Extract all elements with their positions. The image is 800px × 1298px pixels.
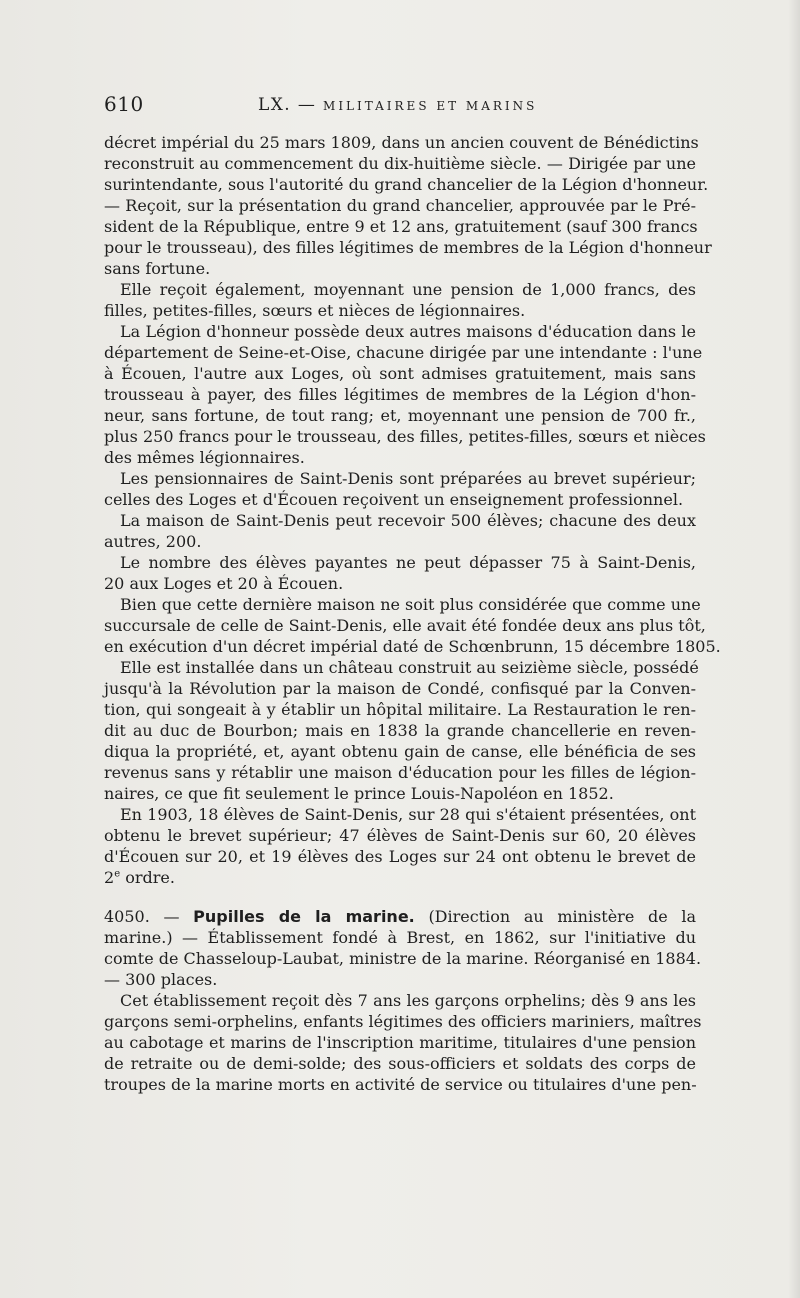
text-line: Elle est installée dans un château construit au seizième siècle, possédé bbox=[120, 658, 699, 677]
text-line: — 300 places. bbox=[104, 970, 218, 989]
running-header bbox=[104, 92, 696, 122]
text-line: des mêmes légionnaires. bbox=[104, 448, 305, 467]
ordinal-number: 2 bbox=[104, 868, 115, 887]
text-line: au cabotage et marins de l'inscription maritime, titulaires d'une pension bbox=[104, 1033, 696, 1052]
text-line: revenus sans y rétablir une maison d'éducation pour les filles de légion- bbox=[104, 763, 696, 782]
page-number: 610 bbox=[104, 92, 144, 116]
text-line: La maison de Saint-Denis peut recevoir 500 élèves; chacune des deux bbox=[120, 511, 696, 530]
text-line: trousseau à payer, des filles légitimes de membres de la Légion d'hon- bbox=[104, 385, 696, 404]
text-line: Cet établissement reçoit dès 7 ans les garçons orphelins; dès 9 ans les bbox=[120, 991, 696, 1010]
final-paragraph bbox=[104, 990, 702, 1095]
text-line: 20 aux Loges et 20 à Écouen. bbox=[104, 574, 344, 593]
text-line: d'Écouen sur 20, et 19 élèves des Loges sur 24 ont obtenu le brevet de bbox=[104, 847, 696, 866]
text-line: garçons semi-orphelins, enfants légitimes des officiers mariniers, maîtres bbox=[104, 1012, 702, 1031]
text-line: Elle reçoit également, moyennant une pension de 1,000 francs, des bbox=[120, 280, 696, 299]
text-line: troupes de la marine morts en activité de service ou titulaires d'une pen- bbox=[104, 1075, 697, 1094]
text-line: En 1903, 18 élèves de Saint-Denis, sur 28 qui s'étaient présentées, ont bbox=[120, 805, 696, 824]
text-line: jusqu'à la Révolution par la maison de Condé, confisqué par la Conven- bbox=[104, 679, 696, 698]
paragraph-3 bbox=[104, 321, 706, 468]
text-line: dit au duc de Bourbon; mais en 1838 la grande chancellerie en reven- bbox=[104, 721, 696, 740]
text-line: Les pensionnaires de Saint-Denis sont préparées au brevet supérieur; bbox=[120, 469, 696, 488]
entry-heading-line bbox=[104, 906, 696, 927]
paragraph-5 bbox=[104, 510, 696, 552]
entry-first-line-rest: (Direction au ministère de la bbox=[428, 907, 696, 926]
paragraph-4 bbox=[104, 468, 696, 510]
text-line: succursale de celle de Saint-Denis, elle avait été fondée deux ans plus tôt, bbox=[104, 616, 706, 635]
paragraph-7 bbox=[104, 594, 721, 657]
text-line: plus 250 francs pour le trousseau, des filles, petites-filles, sœurs et nièces bbox=[104, 427, 706, 446]
entry-title: Pupilles de la marine. bbox=[193, 907, 415, 926]
paragraph-6 bbox=[104, 552, 696, 594]
ordinal-rest: ordre. bbox=[120, 868, 175, 887]
text-line: en exécution d'un décret impérial daté de Schœnbrunn, 15 décembre 1805. bbox=[104, 637, 721, 656]
text-line: sident de la République, entre 9 et 12 ans, gratuitement (sauf 300 francs bbox=[104, 217, 698, 236]
text-line: sans fortune. bbox=[104, 259, 211, 278]
text-line: naires, ce que fit seulement le prince Louis-Napoléon en 1852. bbox=[104, 784, 614, 803]
entry-4050 bbox=[104, 906, 702, 990]
text-line: neur, sans fortune, de tout rang; et, moyennant une pension de 700 fr., bbox=[104, 406, 696, 425]
text-line bbox=[104, 867, 696, 888]
paragraph-1 bbox=[104, 132, 712, 279]
text-line: — Reçoit, sur la présentation du grand chancelier, approuvée par le Pré- bbox=[104, 196, 696, 215]
text-line: département de Seine-et-Oise, chacune dirigée par une intendante : l'une bbox=[104, 343, 703, 362]
text-line: Le nombre des élèves payantes ne peut dépasser 75 à Saint-Denis, bbox=[120, 553, 696, 572]
section-gap bbox=[104, 888, 696, 906]
text-line: Bien que cette dernière maison ne soit plus considérée que comme une bbox=[120, 595, 701, 614]
text-line: comte de Chasseloup-Laubat, ministre de la marine. Réorganisé en 1884. bbox=[104, 949, 702, 968]
text-line: pour le trousseau), des filles légitimes de membres de la Légion d'honneur bbox=[104, 238, 712, 257]
text-line: La Légion d'honneur possède deux autres maisons d'éducation dans le bbox=[120, 322, 696, 341]
text-line: obtenu le brevet supérieur; 47 élèves de Saint-Denis sur 60, 20 élèves bbox=[104, 826, 696, 845]
chapter-title: MILITAIRES ET MARINS bbox=[323, 99, 538, 113]
ordinal-suffix: e bbox=[114, 868, 121, 880]
entry-number: 4050. bbox=[104, 907, 150, 926]
chapter-number: LX. bbox=[258, 95, 291, 115]
entry-dash: — bbox=[163, 907, 180, 926]
paragraph-9 bbox=[104, 804, 696, 888]
text-line: de retraite ou de demi-solde; des sous-officiers et soldats des corps de bbox=[104, 1054, 696, 1073]
text-line: filles, petites-filles, sœurs et nièces de légionnaires. bbox=[104, 301, 526, 320]
text-line: reconstruit au commencement du dix-huitième siècle. — Dirigée par une bbox=[104, 154, 696, 173]
page-edge-shadow bbox=[788, 0, 800, 1298]
text-line: diqua la propriété, et, ayant obtenu gain de canse, elle bénéficia de ses bbox=[104, 742, 696, 761]
header-dash: — bbox=[297, 95, 317, 115]
text-line: surintendante, sous l'autorité du grand chancelier de la Légion d'honneur. bbox=[104, 175, 709, 194]
text-line: marine.) — Établissement fondé à Brest, en 1862, sur l'initiative du bbox=[104, 928, 696, 947]
text-line: à Écouen, l'autre aux Loges, où sont admises gratuitement, mais sans bbox=[104, 364, 696, 383]
text-line: décret impérial du 25 mars 1809, dans un ancien couvent de Bénédictins bbox=[104, 133, 699, 152]
paragraph-8 bbox=[104, 657, 699, 804]
text-line: celles des Loges et d'Écouen reçoivent un enseignement professionnel. bbox=[104, 490, 684, 509]
text-line: autres, 200. bbox=[104, 532, 202, 551]
text-line: tion, qui songeait à y établir un hôpital militaire. La Restauration le ren- bbox=[104, 700, 696, 719]
paragraph-2 bbox=[104, 279, 696, 321]
running-title bbox=[258, 95, 537, 115]
body-text bbox=[104, 132, 721, 1095]
